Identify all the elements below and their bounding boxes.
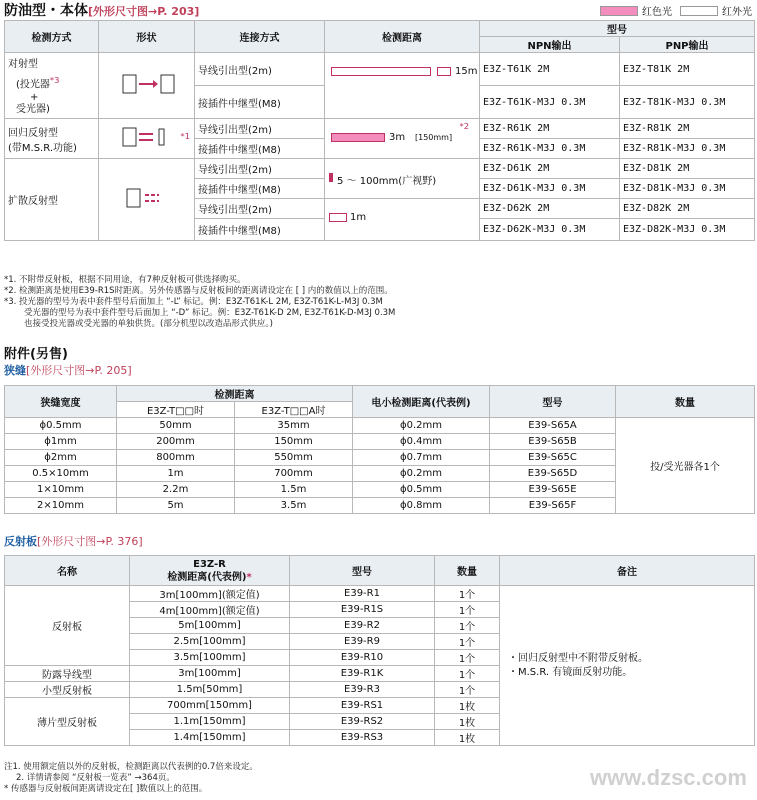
slit-link[interactable]: [外形尺寸图→P. 205] <box>26 364 132 377</box>
page-title: 防油型・本体[外形尺寸图→P. 203] <box>4 3 200 19</box>
col-conn: 连接方式 <box>195 21 325 53</box>
through-beam-icon <box>117 69 177 99</box>
method-cell: 扩散反射型 <box>5 159 99 241</box>
retro-reflective-icon <box>117 124 177 150</box>
slit-qty: 投/受光器各1个 <box>616 418 755 514</box>
shape-through-beam <box>99 53 195 119</box>
col-shape: 形状 <box>99 21 195 53</box>
diffuse-reflective-icon <box>117 183 177 213</box>
col-npn: NPN输出 <box>480 37 620 53</box>
dist-3m: *2 3m [150mm] <box>325 119 480 159</box>
slit-title: 狭缝[外形尺寸图→P. 205] <box>4 364 132 377</box>
dist-1m: 1m <box>325 199 480 241</box>
red-light-swatch <box>600 6 638 16</box>
col-method: 检测方式 <box>5 21 99 53</box>
watermark: www.dzsc.com <box>590 765 747 790</box>
method-cell: 对射型 (投光器$^{*3}$ + 受光器) <box>5 53 99 119</box>
legend: 红色光 红外光 <box>600 3 752 18</box>
shape-retro: *1 <box>99 119 195 159</box>
notes-main: *1. 不附带反射板，根据不同用途，有7种反射板可供选择购买。 *2. 检测距离是使用E39-R1S时距离。另外传感器与反射板间的距离请设定在 [ ] 内的数值以上的范围。 *3. 投光器的型号为表中套件型号后面加上 “-L” 标记。例：E3Z-T61K-L 2M, E3Z-T61K-L-M3J 0.3M 受光器的型号为表中套件型号后面加上 “-D” 标记。例：E3Z-T61K-D 2M, E3Z-T61K-D-M3J 0.3M 也接受投光器或受光器的单独供货。(部分机型以改造品形式供应。) <box>4 275 396 329</box>
dist-100mm: 5 ～ 100mm(广视野) <box>325 159 480 199</box>
method-cell: 回归反射型 (带M.S.R.功能) <box>5 119 99 159</box>
col-distance: 检测距离 <box>325 21 480 53</box>
dimension-link[interactable]: [外形尺寸图→P. 203] <box>88 5 200 18</box>
reflector-table: 名称 E3Z-R 检测距离(代表例)* 型号 数量 备注 反射板 3m[100mm](额定值) E39-R1 1个 ・回归反射型中不附带反射板。 ・M.S.R. 有镜面反射功能。 4m[100mm](额定值) E39-R1S 1个 5m[100mm] E39-R2 1个 2.5m[100mm] E39-R9 1个 3.5m[100mm] E39-R10 1个 防露导线型 3m[100mm] E39-R1K 1个 小型反射板 1.5m[50mm] E39-R3 1个 薄片型反射板 700mm[150mm] E39-RS1 1枚 1.1m[150mm] E39-RS2 1枚 1.4m[150mm] E39-RS3 1枚 <box>4 555 755 746</box>
notes-footer: 注1. 使用额定值以外的反射板，检测距离以代表例的0.7倍来设定。 2. 详情请参阅 “反射板一览表” →364页。 * 传感器与反射板间距离请设定在[ ]数值以上的范围。 <box>4 762 258 794</box>
range-bar <box>331 67 431 76</box>
col-model: 型号 <box>480 21 755 37</box>
reflector-link[interactable]: [外形尺寸图→P. 376] <box>37 535 143 548</box>
accessories-title: 附件(另售) <box>4 347 68 362</box>
col-pnp: PNP输出 <box>620 37 755 53</box>
dist-15m: 15m <box>325 53 480 119</box>
main-table: 检测方式 形状 连接方式 检测距离 型号 NPN输出 PNP输出 对射型 (投光器$^{*3}$ + 受光器) 导线引出型(2m) 15m E3Z-T61K 2M E3Z-T81K 2M 接插件中继型(M8) E3Z-T61K-M3J 0.3M E3Z-T81K-M3J 0.3M 回归反射型 (带M.S.R.功能) *1 导线引出型(2m) *2 3m [150mm] E3Z-R61K 2M E3Z-R81K 2M 接插件中继型(M8) E3Z-R61K-M3J 0.3M E3Z-R81K-M3J 0.3M 扩散反射型 导线引出型(2m) 5 ～ 100mm(广视野) E3Z-D61K 2M E3Z-D81K 2M 接插件中继型(M8) E3Z-D61K-M3J 0.3M E3Z-D81K-M3J 0.3M 导线引出型(2m) 1m E3Z-D62K 2M E3Z-D82K 2M 接插件中继型(M8) E3Z-D62K-M3J 0.3M E3Z-D82K-M3J 0.3M <box>4 20 755 241</box>
reflector-notes: ・回归反射型中不附带反射板。 ・M.S.R. 有镜面反射功能。 <box>500 586 755 746</box>
shape-diffuse <box>99 159 195 241</box>
infrared-swatch <box>680 6 718 16</box>
slit-table: 狭缝宽度 检测距离 电小检测距离(代表例) 型号 数量 E3Z-T□□时 E3Z-T□□A时 ϕ0.5mm 50mm 35mm ϕ0.2mm E39-S65A 投/受光器各1个 ϕ1mm 200mm 150mm ϕ0.4mm E39-S65B ϕ2mm 800mm 550mm ϕ0.7mm E39-S65C 0.5×10mm 1m 700mm ϕ0.2mm E39-S65D 1×10mm 2.2m 1.5m ϕ0.5mm E39-S65E 2×10mm 5m 3.5m ϕ0.8mm E39-S65F <box>4 385 755 514</box>
reflector-title: 反射板[外形尺寸图→P. 376] <box>4 535 143 548</box>
